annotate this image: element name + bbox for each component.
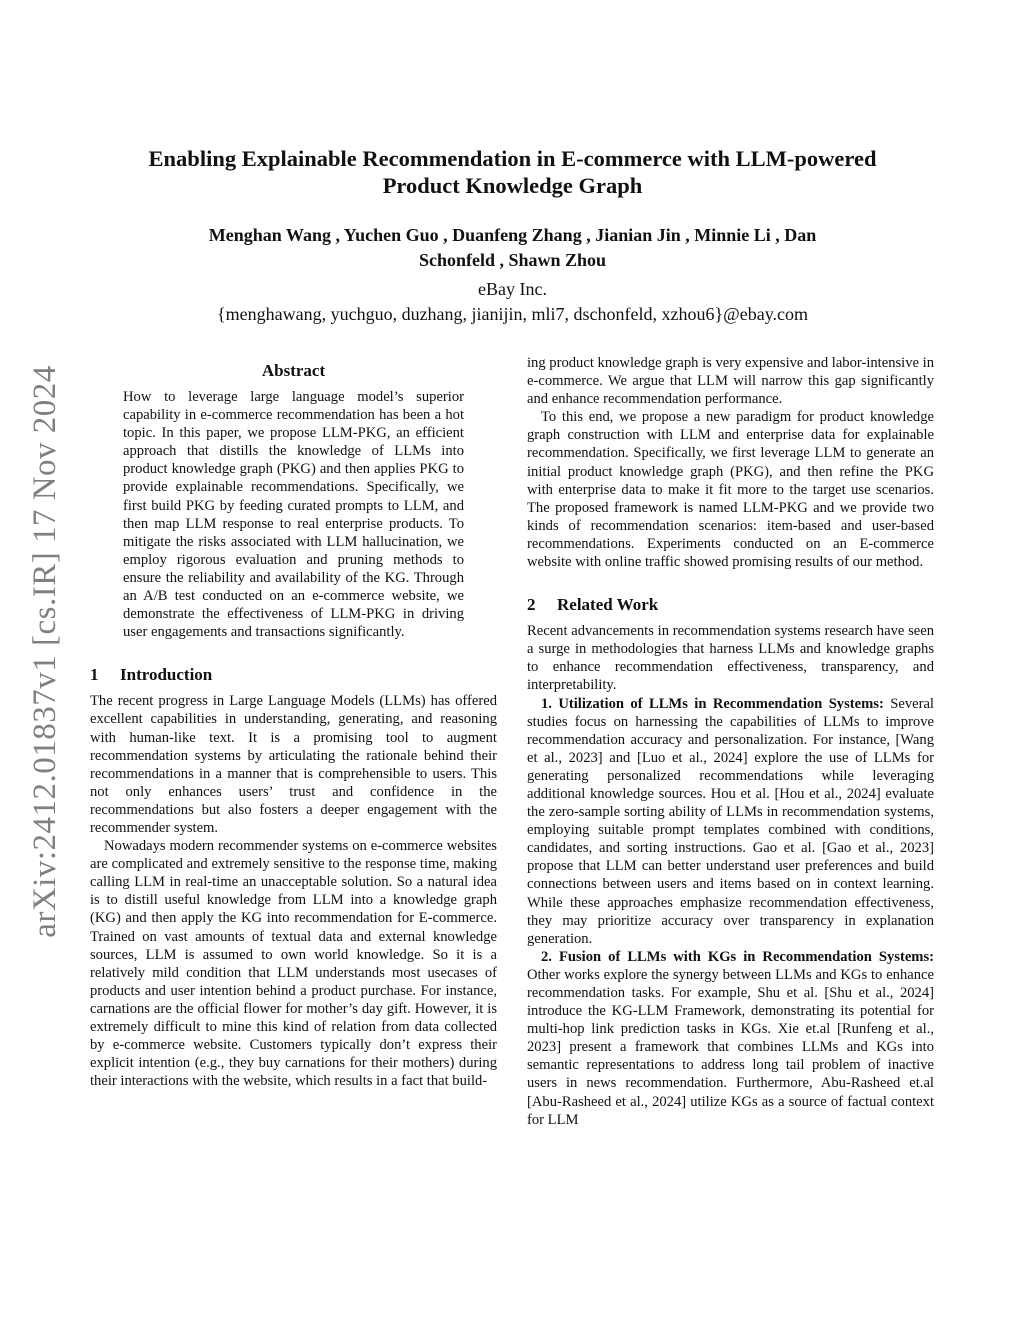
authors-line-2: Schonfeld , Shawn Zhou [418,250,607,270]
abstract-heading: Abstract [261,361,326,380]
related-item-1-lead: 1. Utilization of LLMs in Recommendation Systems: [541,695,884,712]
left-column [90,360,497,1090]
title-line-1: Enabling Explainable Recommendation in E-commerce with LLM-powered [148,146,877,171]
right-column [527,354,934,1129]
abstract-text: How to leverage large language model’s superior capability in e-commerce recommendation has been a hot topic. In this paper, we propose LLM-PKG, an efficient approach that distills the knowledge of LLMs into product knowledge graph (PKG) and then applies PKG to provide explainable recommendations. Specifically, we first build PKG by feeding curated prompts to LLM, and then map LLM response to real enterprise products. To mitigate the risks associated with LLM hallucination, we employ rigorous evaluation and pruning methods to ensure the reliability and availability of the KG. Through an A/B test conducted on an e-commerce website, we demonstrate the effectiveness of LLM-PKG in driving user engagements and transactions significantly. [123,389,464,641]
related-item-2 [527,948,934,1129]
related-paragraph-1: Recent advancements in recommendation systems research have seen a surge in methodologies that harness LLMs and knowledge graphs to enhance recommendation effectiveness, transparency, and interpretability. [527,623,934,694]
author-emails: {menghawang, yuchguo, duzhang, jianijin, mli7, dschonfeld, xzhou6}@ebay.com [216,304,809,324]
intro-paragraph-2-continued: ing product knowledge graph is very expensive and labor-intensive in e-commerce. We argue that LLM will narrow this gap significantly and enhance recommendation performance. [527,355,935,408]
section-title: Related Work [557,595,659,615]
related-item-2-lead: 2. Fusion of LLMs with KGs in Recommendation Systems: [541,948,934,965]
paper-title [90,145,935,199]
section-heading-related-work [527,594,934,616]
related-item-1-text: Several studies focus on harnessing the capabilities of LLMs to improve recommendation accuracy and personalization. For instance, [Wang et al., 2023] and [Luo et al., 2024] explore the use of LLMs for generating personalized recommendations while leveraging additional knowledge sources. Hou et al. [Hou et al., 2024] evaluate the zero-sample sorting ability of LLMs in recommendation systems, employing suitable prompt templates combined with conditions, candidates, and sorting instructions. Gao et al. [Gao et al., 2023] propose that LLM can better understand user preferences and build connections between users and items based on in context learning. While these approaches emphasize recommendation effectiveness, they may prioritize accuracy over transparency in explanation generation. [527,695,934,947]
section-number: 2 [527,595,536,615]
author-list [110,223,915,273]
related-item-1 [527,695,934,948]
section-title: Introduction [120,665,213,685]
related-item-2-text: Other works explore the synergy between LLMs and KGs to enhance recommendation tasks. For example, Shu et al. [Shu et al., 2024] introduce the KG-LLM Framework, demonstrating its potential for multi-hop link prediction tasks in KGs. Xie et.al [Runfeng et al., 2023] present a framework that combines LLMs and KGs into semantic representations to address long tail problem of inactive users in news recommendation. Furthermore, Abu-Rasheed et.al [Abu-Rasheed et al., 2024] utilize KGs as a source of factual context for LLM [527,966,934,1128]
title-line-2: Product Knowledge Graph [382,173,643,198]
intro-paragraph-1: The recent progress in Large Language Models (LLMs) has offered excellent capabilities in understanding, generating, and reasoning with human-like text. It is a promising tool to augment recommendation systems by articulating the rationale behind their recommendations in a manner that is comprehensible to users. This not only enhances users’ trust and confidence in the recommendations but also fosters a deeper engagement with the recommender system. [90,693,497,836]
intro-paragraph-2: Nowadays modern recommender systems on e-commerce websites are complicated and extremely sensitive to the response time, making calling LLM in real-time an unacceptable solution. So a natural idea is to distill useful knowledge from LLM into a knowledge graph (KG) and then apply the KG into recommendation for E-commerce. Trained on vast amounts of textual data and external knowledge sources, LLM is assumed to own world knowledge. So it is a relatively mild condition that LLM understands most usecases of products and user intention behind a product purchase. For instance, carnations are the official flower for mother’s day gift. However, it is extremely difficult to mine this kind of relation from data collected by e-commerce website. Customers typically don’t express their explicit intention (e.g., they buy carnations for their mothers) during their interactions with the website, which results in a fact that build- [90,838,497,1090]
section-heading-introduction [90,664,497,686]
authors-line-1: Menghan Wang , Yuchen Guo , Duanfeng Zhang , Jianian Jin , Minnie Li , Dan [208,225,817,245]
arxiv-stamp-text: arXiv:2412.01837v1 [cs.IR] 17 Nov 2024 [26,364,63,938]
section-number: 1 [90,665,99,685]
abstract-section [90,388,497,641]
affiliation: eBay Inc. [478,279,547,299]
intro-paragraph-3: To this end, we propose a new paradigm for product knowledge graph construction with LLM and enterprise data for explainable recommendation. Specifically, we first leverage LLM to generate an initial product knowledge graph (PKG), and then refine the PKG with enterprise data to make it fit more to the target use scenarios. The proposed framework is named LLM-PKG and we provide two kinds of recommendation scenarios: item-based and user-based recommendations. Experiments conducted on an E-commerce website with online traffic showed promising results of our method. [527,409,934,571]
arxiv-identifier-stamp [20,361,70,941]
